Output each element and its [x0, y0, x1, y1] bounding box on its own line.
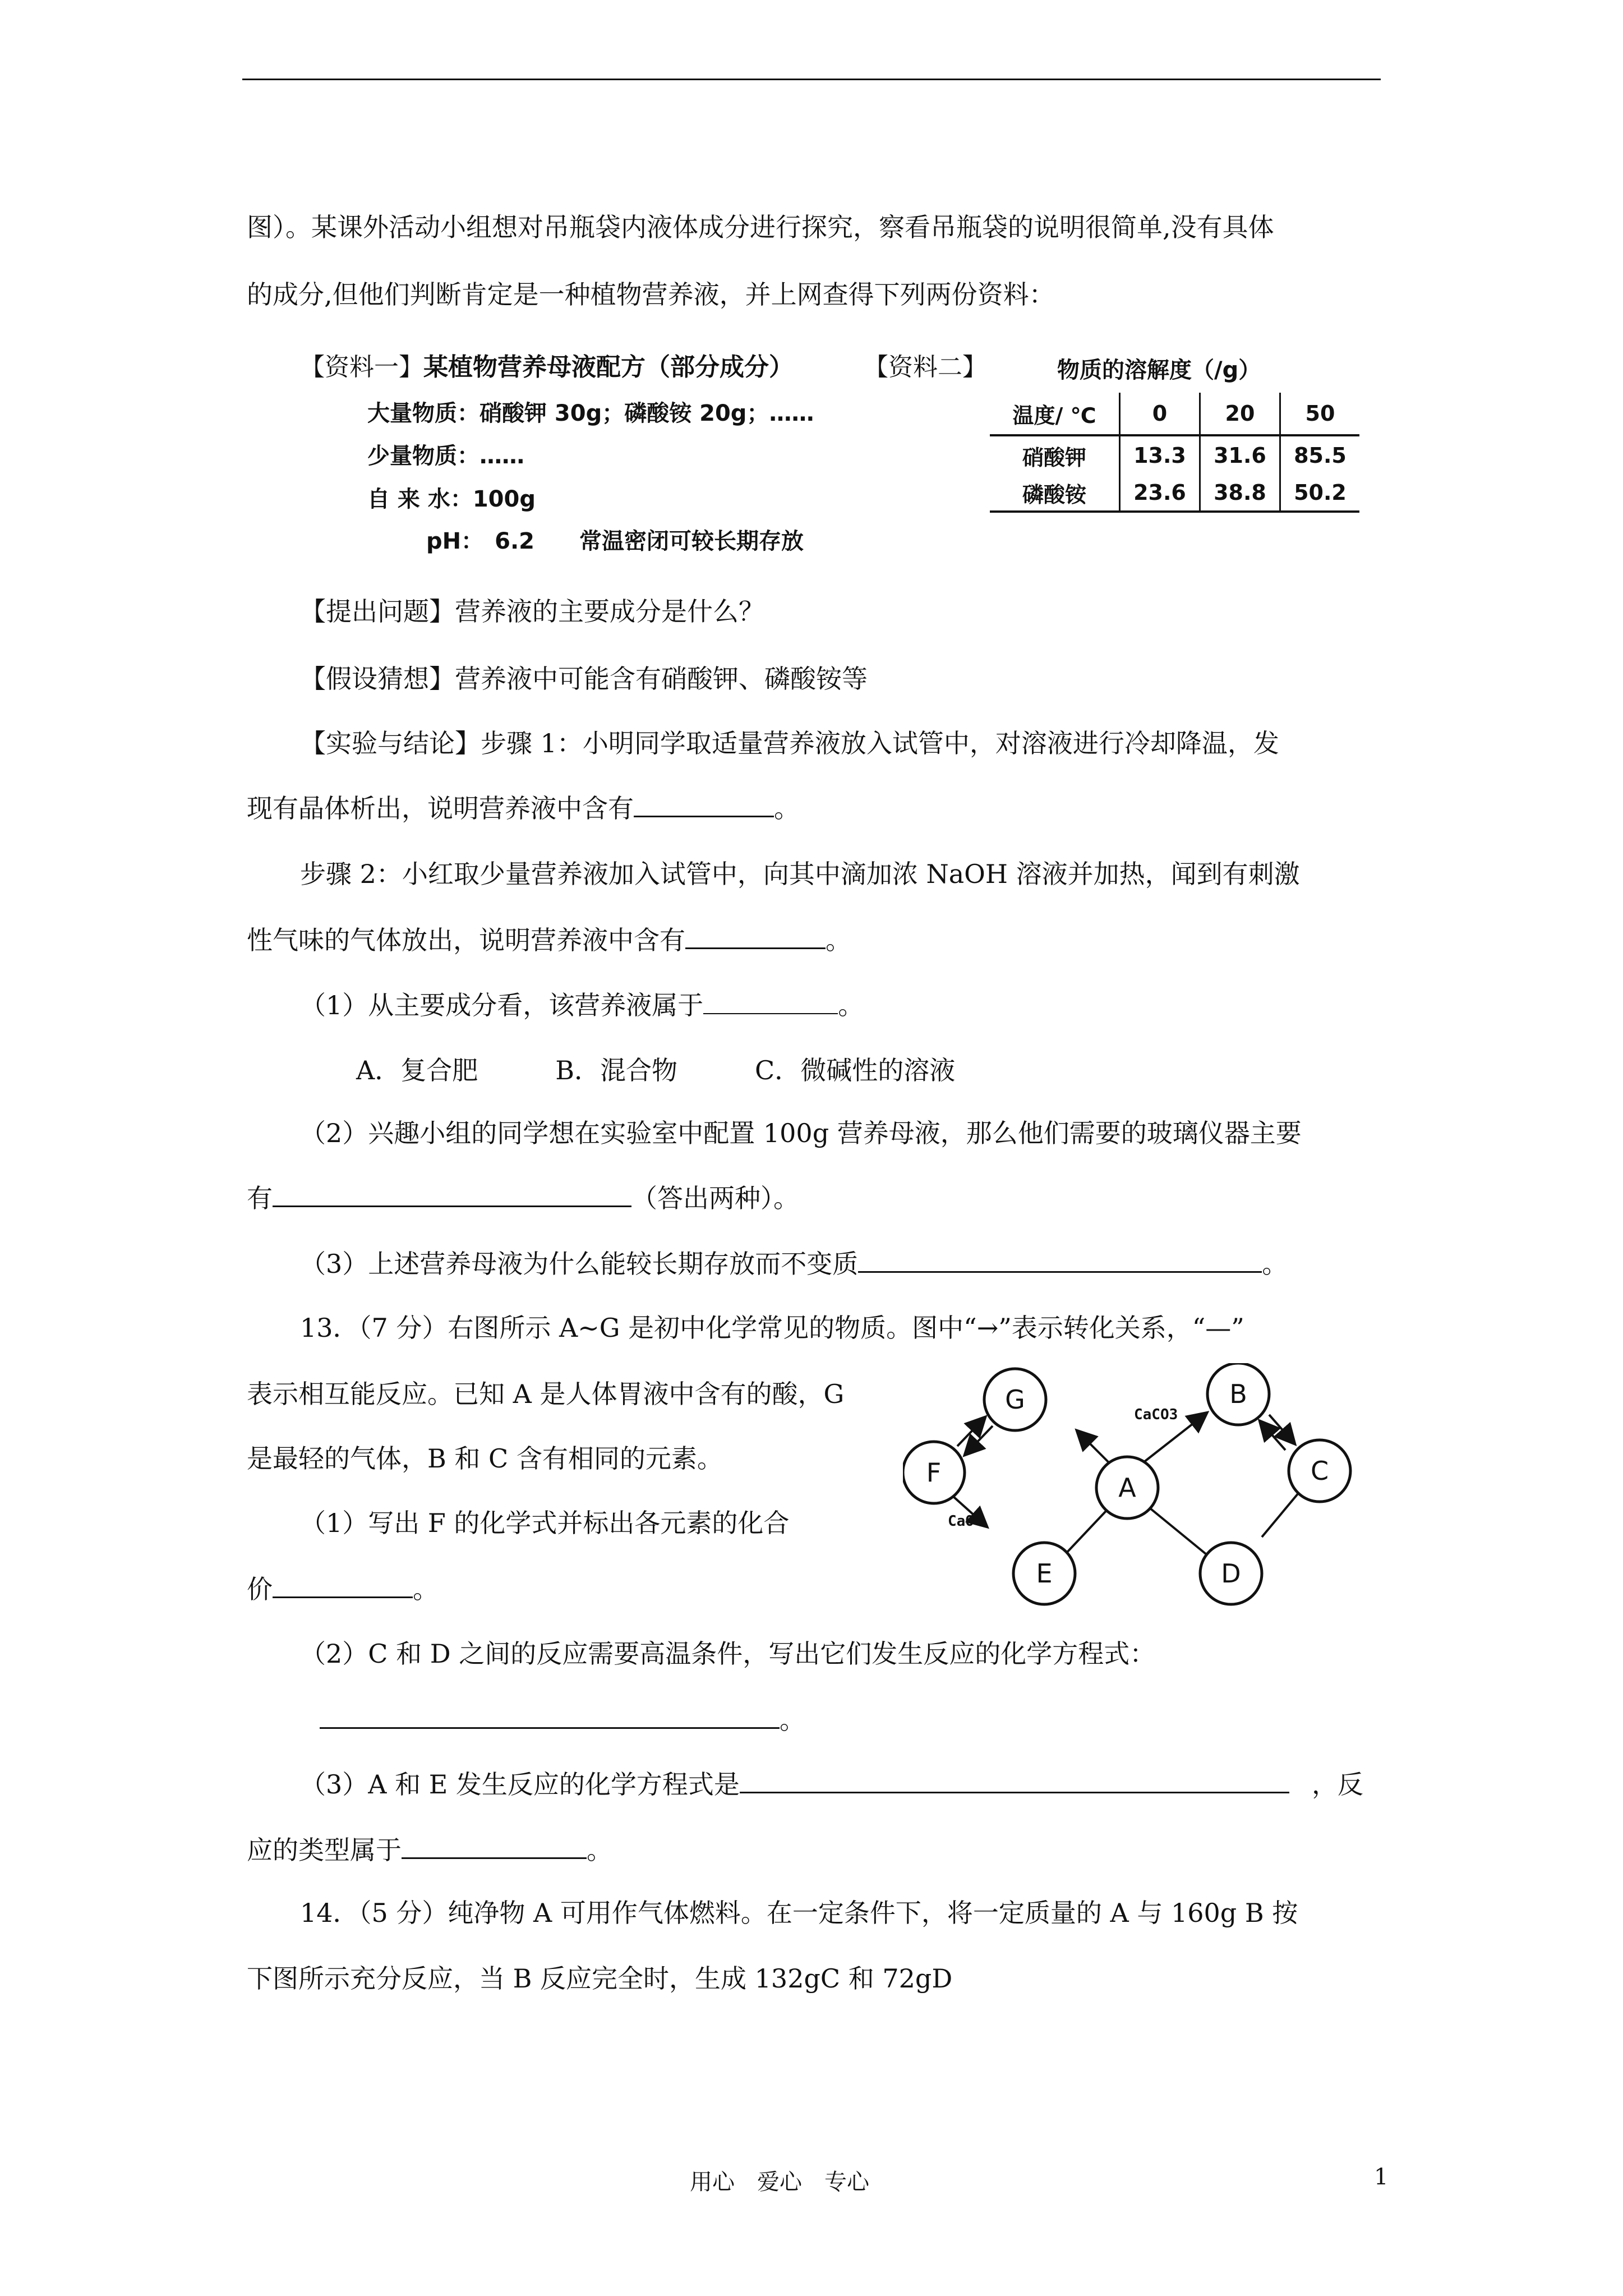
node-label: A [1118, 1473, 1136, 1503]
p13-text: 价 [247, 1574, 273, 1604]
sub-q1 [300, 988, 864, 1022]
arrow-c-b [1261, 1422, 1285, 1450]
answer-blank[interactable] [273, 1572, 413, 1598]
table-cell: 31.6 [1200, 435, 1280, 475]
arrow-g-f [966, 1426, 993, 1454]
label-caco3: CaCO3 [1134, 1406, 1178, 1423]
p13-text: ，反 [1311, 1769, 1363, 1800]
sub-q2-line-1: （2）兴趣小组的同学想在实验室中配置 100g 营养母液，那么他们需要的玻璃仪器主要 [300, 1118, 1302, 1148]
material2-title: 物质的溶解度（/g） [1057, 357, 1261, 383]
p13-line-3: 是最轻的气体，B 和 C 含有相同的元素。 [247, 1443, 723, 1474]
experiment-line-1: 【实验与结论】步骤 1：小明同学取适量营养液放入试管中，对溶液进行冷却降温，发 [300, 728, 1279, 758]
sub-q1-text: （1）从主要成分看，该营养液属于 [300, 990, 704, 1020]
hypothesis: 【假设猜想】营养液中可能含有硝酸钾、磷酸铵等 [300, 664, 868, 694]
punct: 。 [838, 990, 864, 1020]
punct: 。 [413, 1574, 439, 1604]
p13-line-4: （1）写出 F 的化学式并标出各元素的化合 [300, 1508, 790, 1538]
step2-line-1: 步骤 2：小红取少量营养液加入试管中，向其中滴加浓 NaOH 溶液并加热，闻到有刺激 [300, 859, 1300, 889]
table-header-0: 0 [1120, 393, 1200, 435]
header-rule [242, 79, 1381, 80]
line-c-d [1262, 1493, 1298, 1537]
sub-q2-hint: （答出两种）。 [631, 1183, 799, 1213]
p13-line-7 [320, 1703, 805, 1737]
material1-ph: pH： 6.2 常温密闭可较长期存放 [426, 528, 804, 554]
punct: 。 [780, 1705, 805, 1735]
table-cell: 23.6 [1120, 475, 1200, 512]
table-row-name: 硝酸钾 [990, 435, 1120, 475]
table-cell: 13.3 [1120, 435, 1200, 475]
question-prompt: 【提出问题】营养液的主要成分是什么？ [300, 596, 764, 627]
material1-minor: 少量物质：…… [367, 443, 524, 469]
table-cell: 38.8 [1200, 475, 1280, 512]
reaction-diagram [903, 1363, 1374, 1621]
answer-blank[interactable] [634, 791, 774, 817]
node-label: B [1229, 1379, 1247, 1409]
experiment-line-2 [247, 791, 800, 825]
p13-text: （3）A 和 E 发生反应的化学方程式是 [300, 1769, 740, 1800]
answer-blank[interactable] [273, 1181, 631, 1207]
footer-motto: 用心 爱心 专心 [690, 2169, 869, 2195]
p13-line-6: （2）C 和 D 之间的反应需要高温条件，写出它们发生反应的化学方程式： [300, 1639, 1156, 1669]
sub-q1-options: A．复合肥 B．混合物 C．微碱性的溶液 [356, 1055, 956, 1085]
p13-line-2: 表示相互能反应。已知 A 是人体胃液中含有的酸，G [247, 1379, 845, 1409]
node-label: F [926, 1457, 942, 1488]
table-cell: 50.2 [1294, 480, 1347, 505]
p13-line-9 [247, 1833, 612, 1867]
material1-title: 某植物营养母液配方（部分成分） [423, 353, 794, 381]
answer-blank[interactable] [402, 1833, 587, 1859]
arrow-b-c [1269, 1415, 1294, 1443]
punct: 。 [826, 925, 851, 955]
p13-line-1: 13．（7 分）右图所示 A~G 是初中化学常见的物质。图中“→”表示转化关系，“—” [300, 1313, 1244, 1343]
answer-blank[interactable] [685, 923, 826, 949]
sub-q3 [300, 1246, 1288, 1281]
material2-tag: 【资料二】 [864, 353, 987, 381]
material1-water: 自 来 水：100g [367, 486, 536, 512]
material1-block [300, 351, 794, 384]
punct: 。 [587, 1835, 612, 1865]
solubility-table [990, 393, 1359, 513]
material1-major: 大量物质：硝酸钾 30g；磷酸铵 20g；…… [367, 401, 814, 426]
table-header-20: 20 [1200, 393, 1280, 435]
material1-tag: 【资料一】 [300, 353, 423, 381]
step2-line-2 [247, 923, 851, 957]
intro-line-2: 的成分,但他们判断肯定是一种植物营养液，并上网查得下列两份资料： [247, 279, 1055, 310]
table-row-name: 磷酸铵 [990, 475, 1120, 512]
p13-line-5 [247, 1572, 439, 1606]
node-label: G [1005, 1384, 1025, 1415]
node-label: D [1221, 1558, 1241, 1589]
answer-blank[interactable] [703, 988, 838, 1014]
p14-line-1: 14．（5 分）纯净物 A 可用作气体燃料。在一定条件下，将一定质量的 A 与 160g B 按 [300, 1898, 1298, 1928]
p13-line-8 [300, 1767, 1363, 1801]
arrow-f-g [957, 1418, 984, 1446]
node-label: C [1310, 1456, 1329, 1486]
label-cao: CaO [948, 1513, 974, 1530]
punct: 。 [774, 793, 800, 823]
sub-q3-text: （3）上述营养母液为什么能较长期存放而不变质 [300, 1249, 859, 1279]
sub-q2-text: 有 [247, 1183, 273, 1213]
experiment-text: 现有晶体析出，说明营养液中含有 [247, 793, 634, 823]
page-number: 1 [1374, 2164, 1389, 2190]
line-a-d [1144, 1503, 1206, 1554]
p14-line-2: 下图所示充分反应，当 B 反应完全时，生成 132gC 和 72gD [247, 1963, 953, 1994]
table-header-temp: 温度/ ℃ [990, 393, 1120, 435]
answer-blank[interactable] [320, 1703, 780, 1729]
answer-blank[interactable] [858, 1246, 1262, 1273]
step2-text: 性气味的气体放出，说明营养液中含有 [247, 925, 685, 955]
answer-blank[interactable] [740, 1767, 1289, 1793]
table-cell: 85.5 [1294, 443, 1347, 468]
p13-text: 应的类型属于 [247, 1835, 402, 1865]
intro-line-1: 图）。某课外活动小组想对吊瓶袋内液体成分进行探究，察看吊瓶袋的说明很简单,没有具体 [247, 212, 1274, 242]
node-label: E [1036, 1558, 1053, 1589]
sub-q2-line-2 [247, 1181, 799, 1215]
punct: 。 [1262, 1249, 1288, 1279]
table-header-50: 50 [1305, 401, 1335, 426]
